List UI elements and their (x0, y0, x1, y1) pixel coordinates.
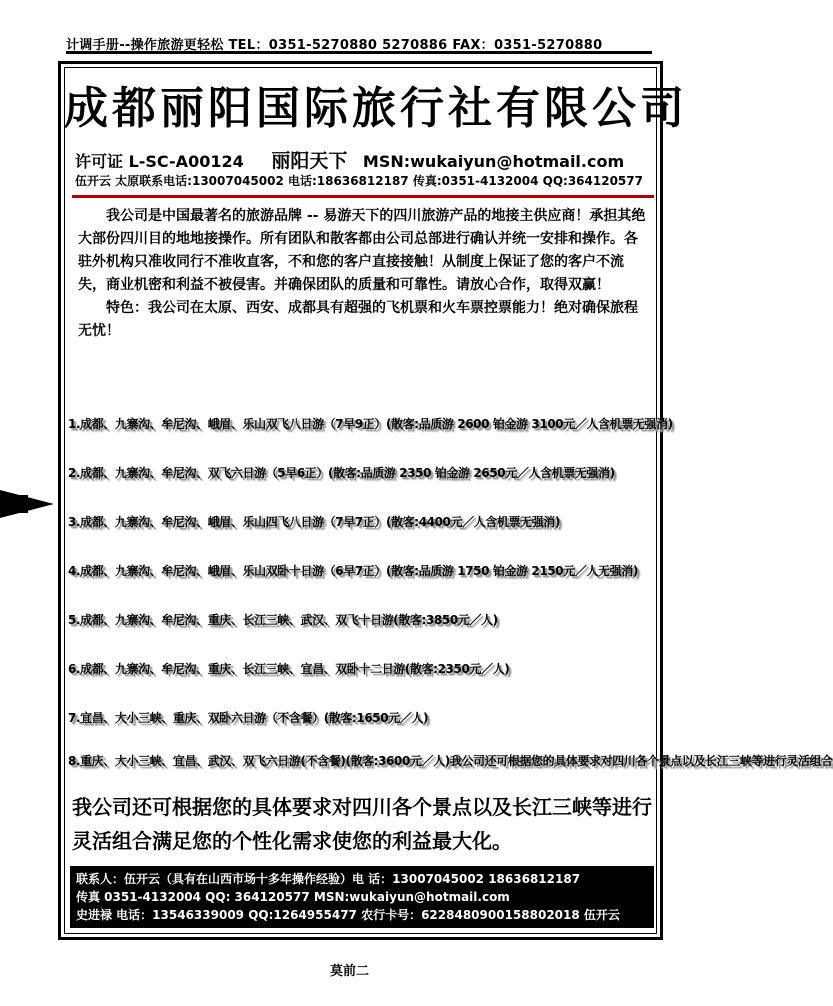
company-name: 成都丽阳国际旅行社有限公司 (64, 83, 688, 134)
intro-text (78, 205, 650, 343)
footer-contact-box (70, 866, 654, 928)
route-item: 2.成都、九寨沟、牟尼沟、双飞六日游（5早6正）(散客:品质游 2350 铂金游 2650元／人含机票无强消) (68, 466, 615, 480)
route-item: 5.成都、九寨沟、牟尼沟、重庆、长江三峡、武汉、双飞十日游(散客:3850元／人) (68, 613, 498, 627)
arrow-marker-icon (0, 490, 54, 518)
intro-paragraph-2: 特色：我公司在太原、西安、成都具有超强的飞机票和火车票控票能力！绝对确保旅程无忧！ (78, 300, 638, 339)
route-item: 4.成都、九寨沟、牟尼沟、峨眉、乐山双卧十日游（6早7正）(散客:品质游 1750 铂金游 2150元／人无强消) (68, 564, 638, 578)
license-row (75, 146, 655, 173)
closing-statement: 我公司还可根据您的具体要求对四川各个景点以及长江三峡等进行灵活组合满足您的个性化需求使您的利益最大化。 (72, 795, 652, 853)
intro-paragraph-1: 我公司是中国最著名的旅游品牌 -- 易游天下的四川旅游产品的地接主供应商！承担其绝大部份四川目的地地接操作。所有团队和散客都由公司总部进行确认并统一安排和操作。各驻外机构只准收同行不准收直客，不和您的客户直接接触！从制度上保证了您的客户不流失，商业机密和利益不被侵害。并确保团队的质量和可靠性。请放心合作，取得双赢！ (78, 208, 646, 293)
msn-contact: MSN:wukaiyun@hotmail.com (362, 152, 625, 171)
page-number: 莫前二 (330, 964, 370, 979)
brand-name: 丽阳天下 (271, 150, 348, 172)
header-divider (66, 51, 652, 54)
route-item: 6.成都、九寨沟、牟尼沟、重庆、长江三峡、宜昌、双卧十二日游(散客:2350元／人) (68, 662, 510, 676)
footer-line: 史进禄 电话：13546339009 QQ:1264955477 农行卡号：6228480900158802018 伍开云 (76, 908, 620, 922)
license-number: 许可证 L-SC-A00124 (75, 152, 244, 171)
footer-line: 联系人：伍开云（具有在山西市场十多年操作经验）电 话：13007045002 18636812187 (76, 872, 581, 886)
route-item: 3.成都、九寨沟、牟尼沟、峨眉、乐山四飞八日游（7早7正）(散客:4400元／人含机票无强消) (68, 515, 560, 529)
route-item: 1.成都、九寨沟、牟尼沟、峨眉、乐山双飞八日游（7早9正）(散客:品质游 2600 铂金游 3100元／人含机票无强消) (68, 417, 673, 431)
header-contact-line: 计调手册--操作旅游更轻松 TEL：0351-5270880 5270886 FAX：0351-5270880 (66, 38, 603, 53)
red-divider (72, 195, 654, 198)
contact-line: 伍开云 太原联系电话:13007045002 电话:18636812187 传真:0351-4132004 QQ:364120577 (75, 174, 643, 188)
route-item: 7.宜昌、大小三峡、重庆、双卧六日游（不含餐）(散客:1650元／人) (68, 711, 429, 725)
footer-line: 传真 0351-4132004 QQ: 364120577 MSN:wukaiyun@hotmail.com (76, 890, 510, 904)
route-item: 8.重庆、大小三峡、宜昌、武汉、双飞六日游(不含餐)(散客:3600元／人)我公司还可根据您的具体要求对四川各个景点以及长江三峡等进行灵活组合 (68, 754, 833, 768)
